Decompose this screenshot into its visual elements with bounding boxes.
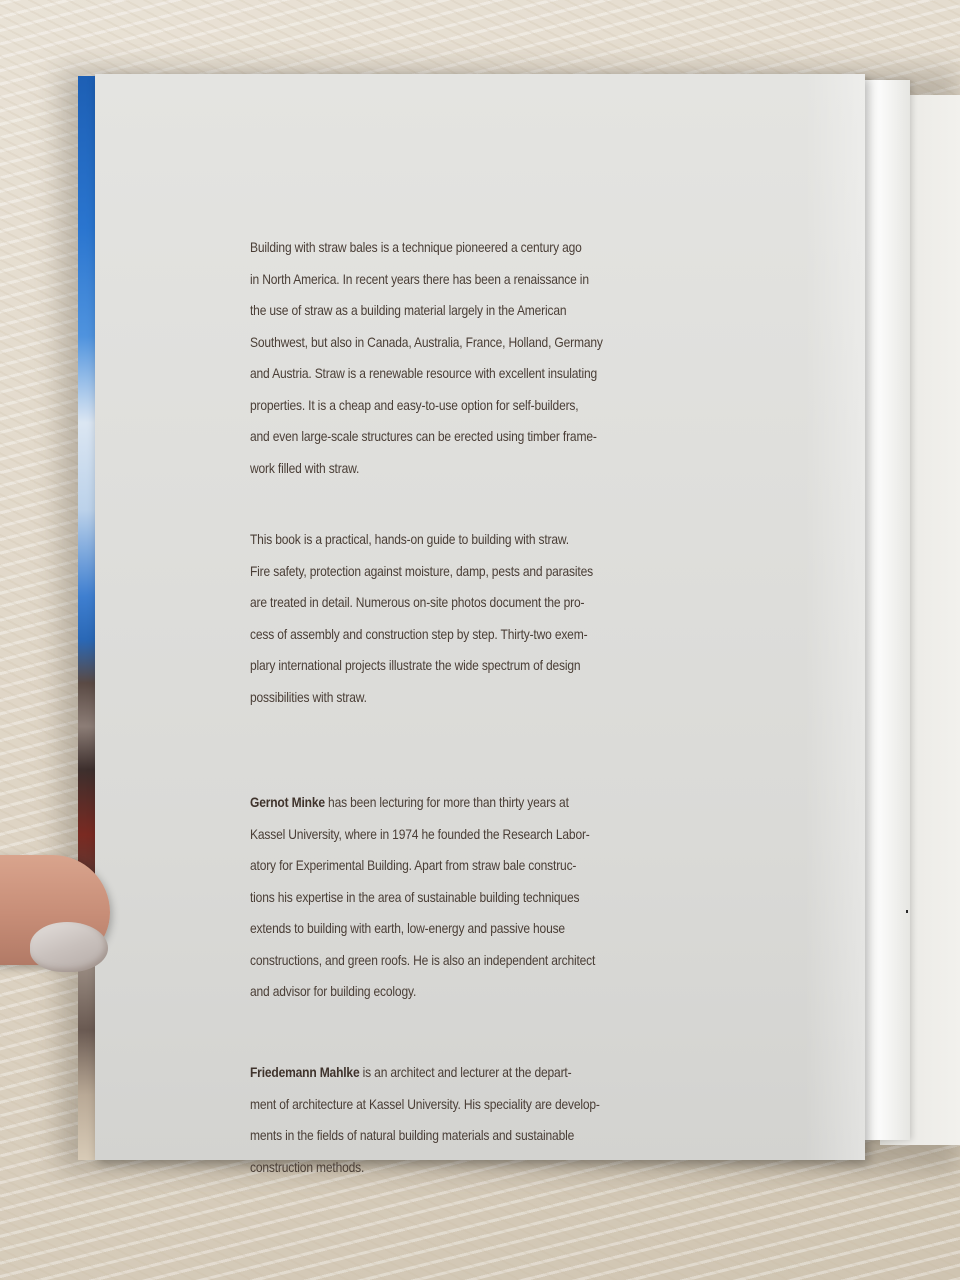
thumb-fingernail xyxy=(30,922,108,972)
text-line: properties. It is a cheap and easy-to-use option for self-builders, xyxy=(250,396,579,413)
text-line: ment of architecture at Kassel University. His speciality are develop- xyxy=(250,1095,600,1112)
text-line: tions his expertise in the area of sustainable building techniques xyxy=(250,888,580,905)
text-line: Fire safety, protection against moisture, damp, pests and parasites xyxy=(250,562,593,579)
text-line: in North America. In recent years there has been a renaissance in xyxy=(250,270,589,287)
text-line: possibilities with straw. xyxy=(250,688,367,705)
text-line: construction methods. xyxy=(250,1158,365,1175)
text-line: and Austria. Straw is a renewable resource with excellent insulating xyxy=(250,365,598,381)
text-line: ments in the fields of natural building materials and sustainable xyxy=(250,1127,575,1143)
text-line: and advisor for building ecology. xyxy=(250,983,417,999)
author-bio-mahlke xyxy=(250,1057,611,1183)
book-page xyxy=(95,74,865,1175)
text-line: atory for Experimental Building. Apart from straw bale construc- xyxy=(250,857,577,873)
text-line: Southwest, but also in Canada, Australia, France, Holland, Germany xyxy=(250,333,603,350)
text-line: are treated in detail. Numerous on-site photos document the pro- xyxy=(250,594,585,610)
author-bio-minke xyxy=(250,787,611,1008)
text-line xyxy=(250,787,611,819)
page-light-shade xyxy=(805,74,865,1160)
author-name: Gernot Minke xyxy=(250,794,325,810)
text-line: and even large-scale structures can be erected using timber frame- xyxy=(250,428,597,444)
text-line: work filled with straw. xyxy=(250,459,360,476)
text-fragment: has been lecturing for more than thirty years at xyxy=(324,794,569,810)
text-line: Building with straw bales is a technique pioneered a century ago xyxy=(250,239,582,255)
text-fragment: is an architect and lecturer at the depart- xyxy=(359,1064,572,1080)
text-line: This book is a practical, hands-on guide to building with straw. xyxy=(250,531,569,547)
text-line xyxy=(250,1057,611,1089)
text-line: plary international projects illustrate the wide spectrum of design xyxy=(250,657,581,673)
text-line: constructions, and green roofs. He is also an independent architect xyxy=(250,951,596,968)
intro-paragraph xyxy=(250,232,611,484)
book-description-paragraph xyxy=(250,524,611,713)
text-line: Kassel University, where in 1974 he founded the Research Labor- xyxy=(250,825,590,842)
text-line: the use of straw as a building material largely in the American xyxy=(250,302,567,318)
author-name: Friedemann Mahlke xyxy=(250,1064,360,1080)
text-line: cess of assembly and construction step by step. Thirty-two exem- xyxy=(250,625,588,642)
text-line: extends to building with earth, low-energy and passive house xyxy=(250,920,565,936)
dust-speck xyxy=(906,910,908,913)
